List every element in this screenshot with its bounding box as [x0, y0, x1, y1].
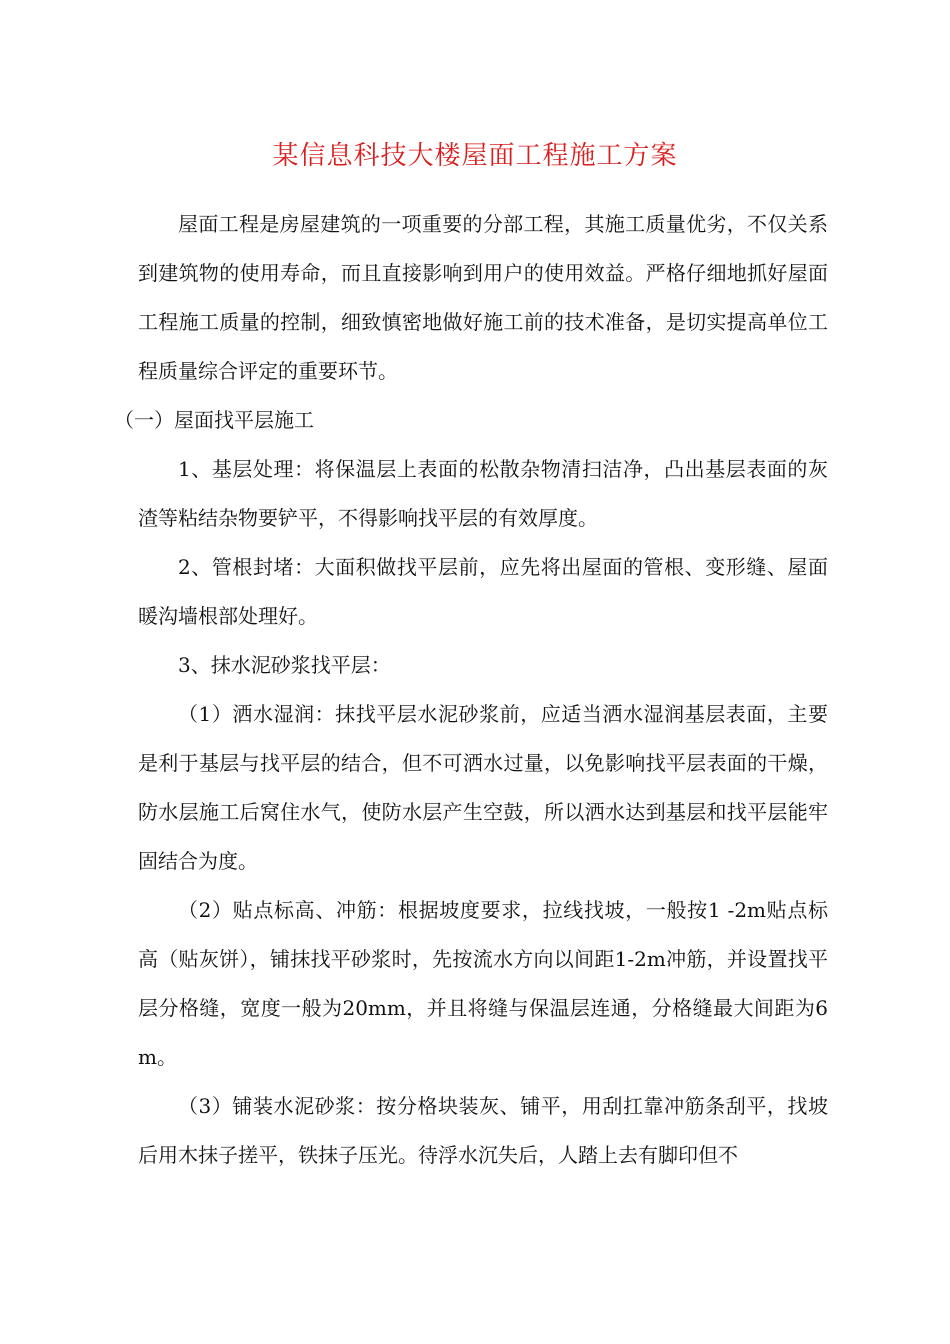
- item-3-paragraph: 3、抹水泥砂浆找平层：: [178, 653, 391, 677]
- item-1-paragraph: 1、基层处理：将保温层上表面的松散杂物清扫洁净，凸出基层表面的灰渣等粘结杂物要铲平，不得影响找平层的有效厚度。: [138, 457, 828, 530]
- intro-paragraph: 屋面工程是房屋建筑的一项重要的分部工程，其施工质量优劣，不仅关系到建筑物的使用寿命，而且直接影响到用户的使用效益。严格仔细地抓好屋面工程施工质量的控制，细致慎密地做好施工前的技术准备，是切实提高单位工程质量综合评定的重要环节。: [138, 212, 828, 383]
- document-title: 某信息科技大楼屋面工程施工方案: [272, 141, 678, 171]
- subitem-1-paragraph: （1）洒水湿润：抹找平层水泥砂浆前，应适当洒水湿润基层表面，主要是利于基层与找平层的结合，但不可洒水过量，以免影响找平层表面的干燥，防水层施工后窝住水气，使防水层产生空鼓，所以洒水达到基层和找平层能牢固结合为度。: [138, 702, 828, 873]
- item-2-paragraph: 2、管根封堵：大面积做找平层前，应先将出屋面的管根、变形缝、屋面暖沟墙根部处理好。: [138, 555, 828, 628]
- subitem-2-paragraph: （2）贴点标高、冲筋：根据坡度要求，拉线找坡，一般按1 -2m贴点标高（贴灰饼），铺抹找平砂浆时，先按流水方向以间距1-2m冲筋，并设置找平层分格缝，宽度一般为20mm，并且将缝与保温层连通，分格缝最大间距为6m。: [138, 898, 828, 1069]
- document-body: [114, 200, 828, 1180]
- subitem-3-paragraph: （3）铺装水泥砂浆：按分格块装灰、铺平，用刮扛靠冲筋条刮平，找坡后用木抹子搓平，铁抹子压光。待浮水沉失后，人踏上去有脚印但不: [138, 1094, 828, 1167]
- section-heading-1: （一）屋面找平层施工: [114, 408, 314, 432]
